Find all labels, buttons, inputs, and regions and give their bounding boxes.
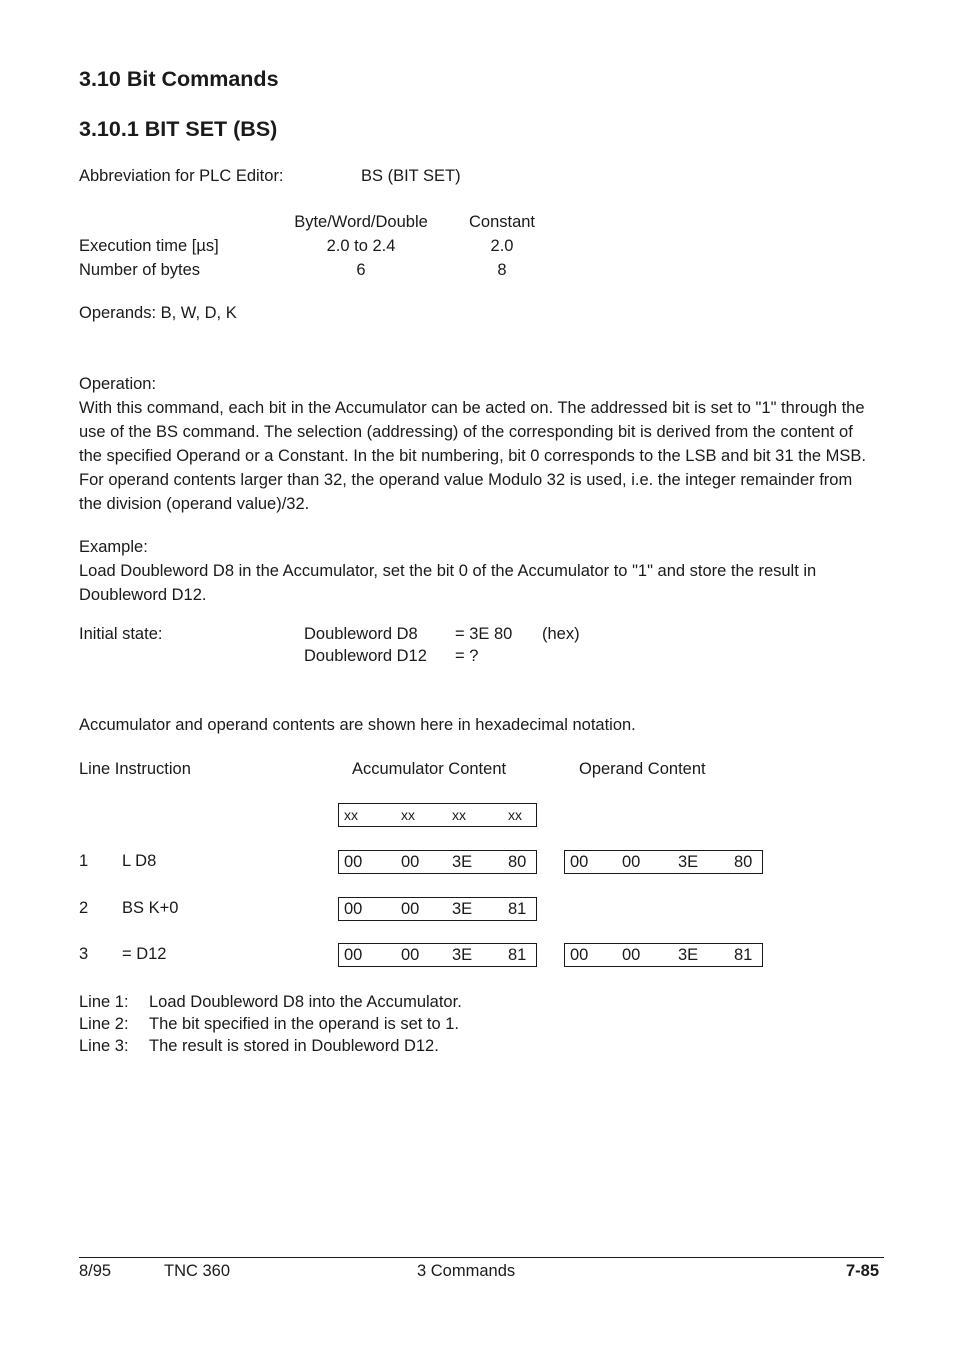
row-line-number: 2 bbox=[79, 899, 89, 917]
initial-state-unit: (hex) bbox=[542, 625, 580, 643]
op-byte: 00 bbox=[570, 853, 589, 871]
note-label: Line 3: bbox=[79, 1037, 129, 1055]
operand-content-box bbox=[564, 850, 763, 874]
operation-heading: Operation: bbox=[79, 375, 157, 393]
operand-content-box bbox=[564, 943, 763, 967]
acc-byte: 3E bbox=[452, 900, 473, 918]
acc-byte: 00 bbox=[401, 946, 420, 964]
acc-byte: 00 bbox=[344, 900, 363, 918]
op-byte: 80 bbox=[734, 853, 753, 871]
accumulator-initial-box bbox=[338, 803, 537, 827]
accumulator-content-box bbox=[338, 897, 537, 921]
footer-chapter: 3 Commands bbox=[417, 1262, 516, 1280]
footer-date: 8/95 bbox=[79, 1262, 112, 1280]
timing-col-header-bwd: Byte/Word/Double bbox=[294, 213, 428, 231]
example-heading: Example: bbox=[79, 538, 148, 556]
timing-row-label: Number of bytes bbox=[79, 261, 201, 279]
abbrev-label: Abbreviation for PLC Editor: bbox=[79, 167, 284, 185]
subsection-title: 3.10.1 BIT SET (BS) bbox=[79, 117, 278, 141]
acc-byte: xx bbox=[452, 807, 466, 823]
row-instruction: = D12 bbox=[122, 945, 167, 963]
acc-byte: 00 bbox=[401, 900, 420, 918]
timing-cell: 6 bbox=[356, 261, 366, 279]
note-text: The result is stored in Doubleword D12. bbox=[149, 1037, 439, 1055]
accumulator-content-box bbox=[338, 850, 537, 874]
acc-byte: xx bbox=[401, 807, 415, 823]
initial-state-label: Initial state: bbox=[79, 625, 163, 643]
row-instruction: L D8 bbox=[122, 852, 157, 870]
op-byte: 00 bbox=[570, 946, 589, 964]
op-byte: 00 bbox=[622, 853, 641, 871]
acc-byte: 80 bbox=[508, 853, 527, 871]
example-section bbox=[79, 535, 879, 607]
initial-state-d8-name: Doubleword D8 bbox=[304, 625, 418, 643]
op-byte: 3E bbox=[678, 853, 699, 871]
acc-byte: 81 bbox=[508, 946, 527, 964]
operands-line: Operands: B, W, D, K bbox=[79, 304, 237, 322]
timing-cell: 8 bbox=[497, 261, 507, 279]
acc-byte: 3E bbox=[452, 946, 473, 964]
acc-byte: 81 bbox=[508, 900, 527, 918]
operation-section bbox=[79, 372, 879, 516]
op-byte: 00 bbox=[622, 946, 641, 964]
row-instruction: BS K+0 bbox=[122, 899, 179, 917]
timing-cell: 2.0 bbox=[490, 237, 514, 255]
initial-state-d12-name: Doubleword D12 bbox=[304, 647, 427, 665]
timing-cell: 2.0 to 2.4 bbox=[326, 237, 396, 255]
acc-byte: 00 bbox=[344, 853, 363, 871]
acc-byte: 00 bbox=[344, 946, 363, 964]
acc-byte: xx bbox=[344, 807, 358, 823]
section-title: 3.10 Bit Commands bbox=[79, 67, 279, 91]
row-line-number: 1 bbox=[79, 852, 89, 870]
table-header-operand: Operand Content bbox=[579, 760, 706, 778]
initial-state-d12-value: = ? bbox=[455, 647, 479, 665]
op-byte: 81 bbox=[734, 946, 753, 964]
op-byte: 3E bbox=[678, 946, 699, 964]
note-text: The bit specified in the operand is set to 1. bbox=[149, 1015, 460, 1033]
footer-product: TNC 360 bbox=[164, 1262, 231, 1280]
hex-note: Accumulator and operand contents are shown here in hexadecimal notation. bbox=[79, 716, 636, 734]
acc-byte: xx bbox=[508, 807, 522, 823]
footer-rule bbox=[79, 1257, 884, 1258]
acc-byte: 00 bbox=[401, 853, 420, 871]
operation-text: With this command, each bit in the Accumulator can be acted on. The addressed bit is set to "1" through the use of the BS command. The selection (addressing) of the corresponding bit is derived from the content of the specified Operand or a Constant. In the bit numbering, bit 0 corresponds to the LSB and bit 31 the MSB. For operand contents larger than 32, the operand value Modulo 32 is used, i.e. the integer remainder from the division (operand value)/32. bbox=[79, 399, 866, 513]
example-text: Load Doubleword D8 in the Accumulator, set the bit 0 of the Accumulator to "1" and store the result in Doubleword D12. bbox=[79, 562, 817, 604]
initial-state-d8-value: = 3E 80 bbox=[455, 625, 513, 643]
note-text: Load Doubleword D8 into the Accumulator. bbox=[149, 993, 462, 1011]
acc-byte: 3E bbox=[452, 853, 473, 871]
abbrev-value: BS (BIT SET) bbox=[361, 167, 461, 185]
timing-col-header-constant: Constant bbox=[468, 213, 536, 231]
timing-row-label: Execution time [µs] bbox=[79, 237, 219, 255]
note-label: Line 2: bbox=[79, 1015, 129, 1033]
note-label: Line 1: bbox=[79, 993, 129, 1011]
footer-page-number: 7-85 bbox=[845, 1262, 879, 1280]
row-line-number: 3 bbox=[79, 945, 89, 963]
table-header-accumulator: Accumulator Content bbox=[352, 760, 507, 778]
accumulator-content-box bbox=[338, 943, 537, 967]
table-header-line-instruction: Line Instruction bbox=[79, 760, 191, 778]
